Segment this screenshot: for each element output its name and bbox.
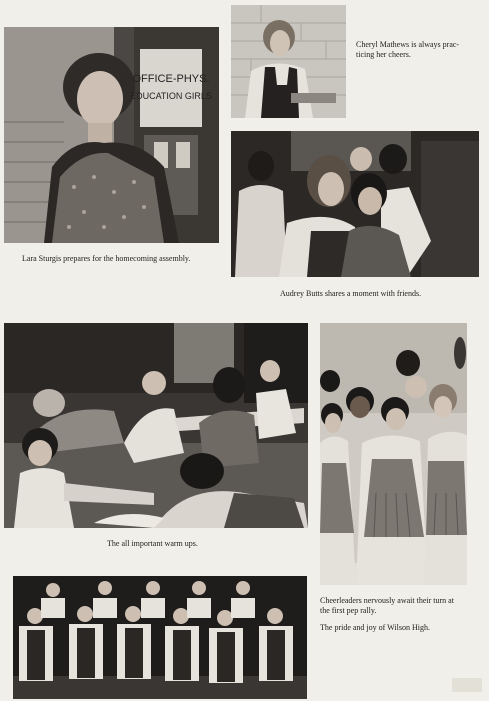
caption-audrey-butts: Audrey Butts shares a moment with friends. [280,289,422,298]
sign-line-2: EDUCATION GIRLS [130,91,212,101]
photo-cheryl-mathews [231,5,346,118]
photo-lara-sturgis [4,27,219,243]
caption-cheryl-line-1: Cheryl Mathews is always prac- [356,40,460,49]
page-corner-tab [452,678,482,692]
caption-cheryl-mathews [356,40,486,60]
caption-cheerleaders-line-2: the first pep rally. [320,606,377,615]
photo-audrey-butts [231,131,479,277]
caption-cheerleaders-line-1: Cheerleaders nervously await their turn at [320,596,454,605]
photo-warm-ups [4,323,308,528]
caption-lara-sturgis: Lara Sturgis prepares for the homecoming assembly. [22,254,191,263]
caption-cheryl-line-2: ticing her cheers. [356,50,411,59]
caption-warm-ups: The all important warm ups. [107,539,198,548]
sign-line-1: OFFICE-PHYS. [132,73,210,85]
photo-cheerleaders [320,323,467,585]
caption-pride-and-joy: The pride and joy of Wilson High. [320,623,430,632]
photo-group [13,576,307,699]
caption-cheerleaders [320,596,485,616]
